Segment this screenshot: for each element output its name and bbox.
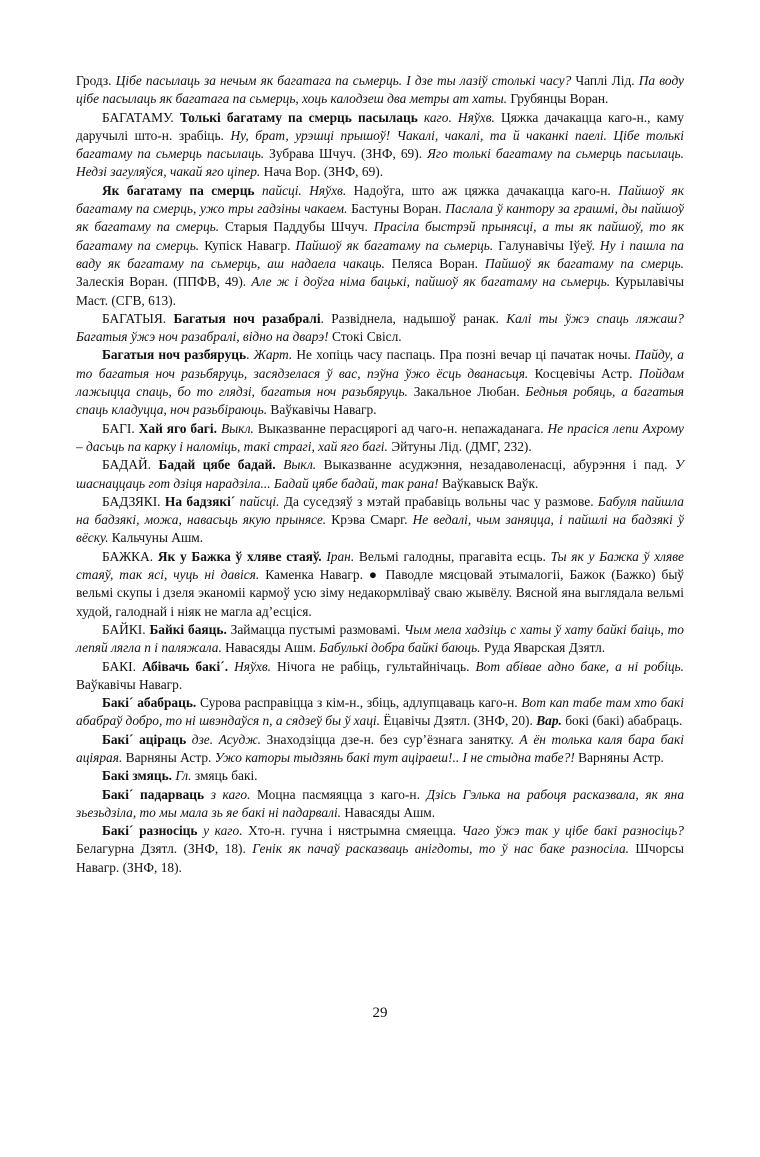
entry-headword: Як у Бажка ў хляве стаяў. — [157, 548, 322, 564]
entry-italic-text: Калі ты ўжэ спаць ляжаш? Багатыя ўжэ ноч разабралі, відно на дварэ! — [76, 310, 684, 345]
entry-text: Навасяды Ашм. — [341, 804, 436, 820]
entry-headword: Хай яго багі. — [138, 420, 217, 436]
entry-headword: Багатыя ноч разбяруць — [102, 347, 247, 363]
entry-headword: Бакі змяць. — [102, 768, 173, 784]
entry-text: Навасяды Ашм. — [221, 640, 320, 656]
entry-text: Нача Вор. (ЗНФ, 69). — [260, 164, 384, 180]
entry-text: Закальное Любан. — [407, 384, 526, 400]
dictionary-entry — [76, 310, 684, 347]
entry-text: БАДЗЯКІ. — [102, 493, 165, 509]
entry-headword: На бадзякі´ — [164, 493, 236, 509]
dictionary-entry — [76, 822, 684, 877]
dictionary-entry — [76, 72, 684, 109]
entry-text: Зубрава Шчуч. (ЗНФ, 69). — [264, 146, 428, 162]
entry-headword: Багатыя ноч разабралі — [173, 310, 321, 326]
entry-text: Руда Яварская Дзятл. — [480, 640, 606, 656]
entry-italic-text: каго. Няўхв. — [417, 109, 495, 125]
entry-italic-text: з каго. — [204, 786, 251, 802]
entry-italic-text: у каго. — [197, 823, 243, 839]
entry-text: Знаходзіцца дзе-н. без сур’ёзнага занятку. — [261, 731, 520, 747]
entry-italic-text: Але ж і доўга німа бацькі, пайшоў як багатаму на сьмерць. — [251, 274, 611, 290]
entry-text: Ваўкавічы Навагр. — [267, 402, 377, 418]
entry-headword: Байкі баяць. — [149, 621, 227, 637]
entry-text: Каменка Навагр. ● Паводле мясцовай этымалогіі, Бажок (Бажко) быў вельмі скупы і дзеля эканоміі кармоў усю зіму недакормліваў сваю жывёлу. Вясной яна выглядала вельмі худой, галоднай і ніяк не магла ад’есціся. — [76, 567, 685, 619]
entry-italic-text: Гл. — [175, 768, 192, 784]
entry-italic-text: Не ведалі, чым заняцца, і пайшлі на бадзякі ў вёску. — [76, 512, 684, 546]
entry-text: Ёцавічы Дзятл. (ЗНФ, 20). — [379, 713, 537, 729]
entry-text: Варняны Астр. — [574, 749, 664, 765]
entry-text: . Развіднела, надышоў ранак. — [320, 310, 507, 326]
entry-italic-text: Пайшоў як багатаму па смерць, ужо тры гадзіны чакаем. — [76, 182, 684, 217]
entry-italic-text: Вот кап табе там хто бакі абабраў добро, то ні швэндаўся п, а сядзеў бы ў хаці. — [76, 695, 685, 729]
page-number: 29 — [372, 1005, 388, 1021]
entry-headword: Бакі´ падарваць — [102, 786, 205, 802]
entry-italic-text: Бабуля пайшла на бадзякі, можа, навасьць якую прынясе. — [76, 493, 684, 528]
dictionary-entry — [76, 694, 684, 731]
entry-text: БАЖКА. — [102, 548, 158, 564]
dictionary-entry — [76, 420, 684, 457]
entry-text: Белагурна Дзятл. (ЗНФ, 18). — [76, 841, 253, 857]
entry-text: Сурова расправіцца з кім-н., збіць, адлупцаваць каго-н. — [196, 695, 522, 711]
dictionary-entry — [76, 548, 684, 621]
entry-text: Старыя Паддубы Шчуч. — [219, 219, 374, 235]
entry-text: Ваўкавічы Навагр. — [76, 676, 183, 692]
entry-text: Пеляса Воран. — [384, 255, 485, 271]
entry-headword: Як багатаму па смерць — [102, 182, 255, 198]
entry-headword: Бадай цябе бадай. — [158, 457, 276, 473]
entry-italic-text: Яго толькі багатаму па сьмерць пасылаць. Недзі загуляўся, чакай яго ціпер. — [76, 146, 684, 180]
entry-italic-text: Жарт. — [253, 347, 293, 363]
dictionary-entry — [76, 658, 684, 695]
dictionary-entry — [76, 109, 684, 182]
entry-italic-text: А ён толька каля бара бакі аціярая. — [76, 731, 684, 765]
entry-headword: Абівачь бакі´. — [141, 658, 229, 674]
entry-italic-text: пайсці. — [235, 493, 280, 509]
entry-text: Гродз. — [76, 73, 116, 88]
entry-italic-text: пайсці. Няўхв. — [254, 182, 347, 198]
entry-text: Чаплі Лід. — [571, 73, 639, 88]
entry-italic-text: Бабулькі добра байкі баюць. — [319, 640, 481, 656]
entry-text: БАГІ. — [102, 420, 139, 436]
entry-italic-text: Выкл. — [220, 420, 254, 436]
dictionary-entry — [76, 767, 684, 785]
entry-text: змяць бакі. — [191, 768, 258, 784]
dictionary-entry — [76, 182, 684, 310]
entry-italic-text: Выкл. — [283, 457, 317, 473]
entry-text: БАДАЙ. — [102, 457, 159, 473]
entry-text: Цяжка дачакацца каго-н., каму даручылі што-н. зрабіць. — [76, 109, 684, 143]
entry-italic-text: Чым мела хадзіць с хаты ў хату байкі баіць, то лепяй лягла п і паляжала. — [76, 621, 684, 656]
entry-text: Купіск Навагр. — [199, 237, 296, 253]
entry-text: Курылавічы Маст. (СГВ, 613). — [76, 274, 685, 308]
entry-text: Варняны Астр. — [122, 749, 215, 765]
entry-text: Вельмі галодны, прагавіта есць. — [354, 548, 551, 564]
entry-italic-text: Пойдам лажыцца спаць, бо то глядзі, багатыя ноч разьбяруць. — [76, 365, 684, 400]
entry-text: Бастуны Воран. — [347, 201, 446, 217]
dictionary-page-text — [76, 72, 684, 877]
entry-text: Моцна пасмяяцца з каго-н. — [250, 786, 427, 802]
entry-italic-text: дзе. Асудж. — [186, 731, 262, 747]
entry-text: Выказванне перасцярогі ад чаго-н. непажаданага. — [253, 420, 548, 436]
entry-variant-label: Вар. — [536, 713, 562, 729]
entry-text: Да суседзяў з мэтай прабавіць вольны час у размове. — [279, 493, 598, 509]
entry-text: Выказванне асуджэння, незадаволенасці, абурэння і пад. — [316, 457, 675, 473]
entry-text: Косцевічы Астр. — [528, 365, 639, 381]
entry-headword: Бакі´ разносіць — [102, 823, 198, 839]
entry-italic-text: Ну і пашла па ваду як багатаму па сьмерць, аш надаела чакаць. — [76, 237, 685, 271]
entry-italic-text: Не прасіся лепи Ахрому – дасьць па карку і наломіць, такі страгі, хай яго багі. — [76, 420, 684, 454]
entry-italic-text: Іран. — [326, 548, 355, 564]
entry-italic-text: Пайду, а то багатыя ноч разьбяруць, засядзелася ў вас, пэўна ўжо ёсць дванасьця. — [76, 347, 684, 381]
entry-headword: Бакі´ аціраць — [102, 731, 187, 747]
entry-italic-text: Пайшоў як багатаму па смерць. — [484, 255, 685, 271]
entry-italic-text: Прасіла быстрэй прынясці, а ты як пайшоў, то як багатаму па смерць. — [76, 219, 685, 253]
entry-text: Стокі Свісл. — [328, 329, 402, 345]
entry-text: БАКІ. — [102, 658, 142, 674]
entry-headword: Бакі´ абабраць. — [102, 695, 197, 711]
entry-text: Крэва Смарг. — [326, 512, 413, 528]
entry-text: Нічога не рабіць, гультайнічаць. — [271, 658, 476, 674]
entry-text: Залескія Воран. (ППФВ, 49). — [76, 274, 252, 290]
entry-text: БАГАТАМУ. — [102, 109, 180, 125]
entry-italic-text: Паслала ў кантору за грашмі, ды пайшоў як багатаму па смерць. — [76, 201, 684, 235]
dictionary-entry — [76, 786, 684, 823]
entry-text: Надоўга, што аж цяжка дачакацца каго-н. — [346, 182, 619, 198]
dictionary-entry — [76, 493, 684, 548]
entry-text: Хто-н. гучна і нястрымна смяецца. — [242, 823, 462, 839]
dictionary-entry — [76, 621, 684, 658]
entry-italic-text: Вот абівае адно баке, а ні робіць. — [475, 658, 684, 674]
dictionary-entry — [76, 456, 684, 493]
entry-italic-text: У шаснаццаць гот дзіця нарадзіла... Бадай цябе бадай, так рана! — [76, 457, 684, 491]
entry-text: Не хопіць часу паспаць. Пра позні вечар ці пачатак ночы. — [292, 347, 635, 363]
entry-italic-text: Чаго ўжэ так у цібе бакі разносіць? — [461, 823, 685, 839]
entry-text: Шчорсы Навагр. (ЗНФ, 18). — [76, 841, 684, 875]
entry-italic-text: Па воду цібе пасылаць як багатага па сьмерць, хоць калодзеш два метры ат хаты. — [76, 73, 684, 107]
entry-text: БАЙКІ. — [102, 621, 150, 637]
entry-headword: Толькі багатаму па смерць пасылаць — [179, 109, 418, 125]
entry-italic-text: Няўхв. — [234, 658, 272, 674]
entry-text: бокі (бакі) абабраць. — [561, 713, 683, 729]
entry-italic-text: Ты як у Бажка ў хляве стаяў, так ясі, чуць ні давіся. — [76, 548, 684, 583]
entry-italic-text: Цібе пасылаць за нечым як багатага па сьмерць. І дзе ты лазіў столькі часу? — [115, 73, 572, 88]
entry-text: Галунавічы Іўеў. — [493, 237, 600, 253]
entry-text: . — [246, 347, 254, 363]
dictionary-entry — [76, 346, 684, 419]
entry-text: Грубянцы Воран. — [506, 91, 609, 107]
entry-text: Эйтуны Лід. (ДМГ, 232). — [387, 438, 532, 454]
entry-italic-text: Генік як пачаў расказваць анігдоты, то ў нас баке разносіла. — [252, 841, 630, 857]
entry-text: Кальчуны Ашм. — [108, 530, 204, 546]
dictionary-entry — [76, 731, 684, 768]
entry-text: Ваўкавыск Ваўк. — [438, 475, 539, 491]
entry-italic-text: Ужо каторы тыдзянь бакі тут аціраеш!.. І не стыдна табе?! — [214, 749, 575, 765]
entry-italic-text: Бедныя робяць, а багатыя спаць кладуцца, ноч разьбіраюць. — [76, 384, 684, 418]
entry-text: БАГАТЫЯ. — [102, 310, 174, 326]
entry-italic-text: Ну, брат, урэшці прышоў! Чакалі, чакалі, та й чаканкі паелі. Цібе толькі багатаму па сьмерць пасылаць. — [76, 127, 684, 162]
entry-text: Займацца пустымі размовамі. — [226, 621, 405, 637]
entry-italic-text: Дзісь Гэлька на рабоця расказвала, як яна зьезьдзіла, то мы мала зь яе бакі ні падарвалі. — [76, 786, 685, 820]
entry-italic-text: Пайшоў як багатаму па сьмерць. — [295, 237, 494, 253]
